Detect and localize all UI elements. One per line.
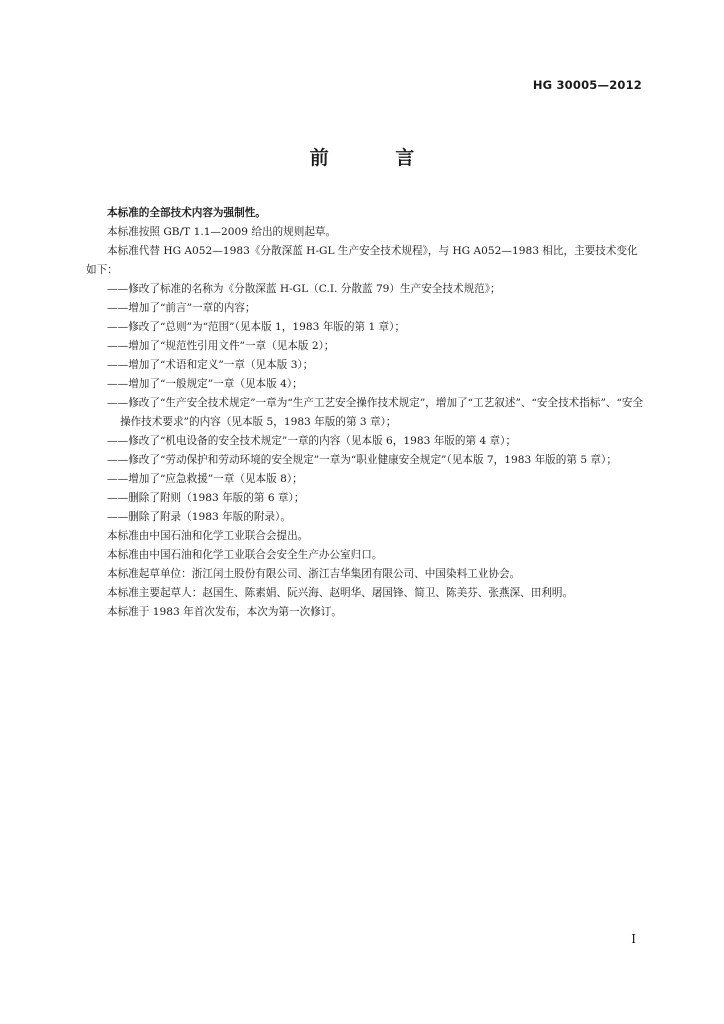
change-item: ——增加了“规范性引用文件”一章（见本版 2）；: [107, 340, 335, 352]
change-item: ——修改了“机电设备的安全技术规定”一章的内容（见本版 6，1983 年版的第 4 章）；: [107, 435, 517, 447]
page-title: 前 言: [309, 147, 445, 169]
foreword-body: [86, 204, 646, 622]
change-item: ——增加了“前言”一章的内容；: [107, 302, 256, 314]
change-item: ——修改了“劳动保护和劳动环境的安全规定”一章为“职业健康安全规定”（见本版 7，1983 年版的第 5 章）；: [107, 454, 617, 466]
change-item: ——增加了“术语和定义”一章（见本版 3）；: [107, 359, 314, 371]
release-history-statement: 本标准于 1983 年首次发布，本次为第一次修订。: [107, 606, 342, 618]
standard-code: HG 30005—2012: [532, 78, 642, 92]
change-item: ——修改了标准的名称为《分散深蓝 H-GL（C.I. 分散蓝 79）生产安全技术规范》；: [107, 283, 501, 295]
mandatory-statement: 本标准的全部技术内容为强制性。: [107, 207, 266, 219]
change-item: ——删除了附录（1983 年版的附录）。: [107, 511, 291, 523]
drafters-statement: 本标准主要起草人：赵国生、陈素娟、阮兴海、赵明华、屠国锋、简卫、陈美芬、张燕深、田利明。: [107, 587, 574, 599]
change-item: ——删除了附则（1983 年版的第 6 章）；: [107, 492, 305, 504]
replacement-statement: 本标准代替 HG A052—1983《分散深蓝 H-GL 生产安全技术规程》，与 HG A052—1983 相比，主要技术变化如下：: [86, 245, 638, 276]
change-item: ——修改了“生产安全技术规定”一章为“生产工艺安全操作技术规定”，增加了“工艺叙述”、“安全技术指标”、“安全操作技术要求”的内容（见本版 5，1983 年版的第 3 章）；: [107, 397, 644, 428]
proposer-statement: 本标准由中国石油和化学工业联合会提出。: [107, 530, 309, 542]
drafting-units-statement: 本标准起草单位：浙江闰土股份有限公司、浙江吉华集团有限公司、中国染料工业协会。: [107, 568, 521, 580]
page-number: I: [631, 932, 636, 946]
administrator-statement: 本标准由中国石油和化学工业联合会安全生产办公室归口。: [107, 549, 383, 561]
change-item: ——增加了“应急救援”一章（见本版 8）；: [107, 473, 303, 485]
drafting-rules-statement: 本标准按照 GB/T 1.1—2009 给出的规则起草。: [107, 226, 337, 238]
change-item: ——增加了“一般规定”一章（见本版 4）；: [107, 378, 303, 390]
change-item: ——修改了“总则”为“范围”（见本版 1，1983 年版的第 1 章）；: [107, 321, 406, 333]
